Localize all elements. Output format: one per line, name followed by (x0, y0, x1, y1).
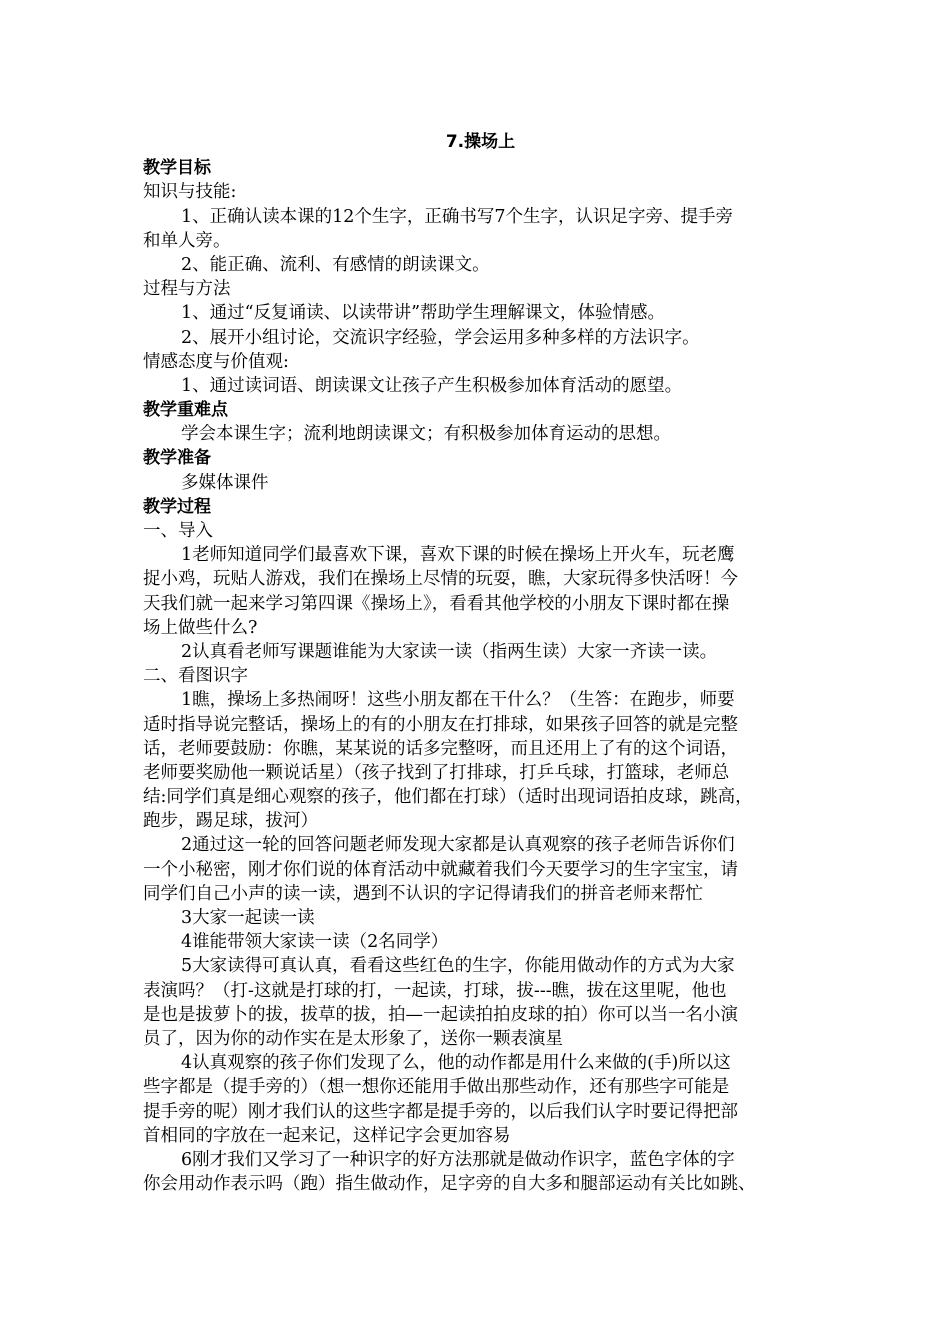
paragraph-line: 提手旁的呢）刚才我们认的这些字都是提手旁的，以后我们认字时要记得把部 (143, 1101, 738, 1122)
paragraph-line: 情感态度与价值观: (143, 351, 289, 372)
paragraph-line-indented: 1、通过读词语、朗读课文让孩子产生积极参加体育活动的愿望。 (181, 375, 683, 396)
paragraph-line: 员了，因为你的动作实在是太形象了，送你一颗表演星 (143, 1028, 563, 1049)
paragraph-line-indented: 多媒体课件 (181, 472, 269, 493)
paragraph-line: 二、看图识字 (143, 666, 248, 687)
paragraph-line-indented: 4谁能带领大家读一读（2名同学） (181, 932, 449, 953)
paragraph-line-indented: 2通过这一轮的回答问题老师发现大家都是认真观察的孩子老师告诉你们 (181, 835, 735, 856)
paragraph-line: 老师要奖励他一颗说话星）（孩子找到了打排球，打乒乓球，打篮球，老师总 (143, 762, 730, 783)
paragraph-line: 场上做些什么? (143, 617, 258, 638)
paragraph-line: 话，老师要鼓励：你瞧，某某说的话多完整呀，而且还用上了有的这个词语， (143, 738, 738, 759)
paragraph-line: 你会用动作表示吗（跑）指生做动作，足字旁的自大多和腿部运动有关比如跳、 (143, 1174, 756, 1195)
document-page (143, 130, 818, 1196)
paragraph-line-indented: 3大家一起读一读 (181, 908, 315, 928)
paragraph-line: 过程与方法 (143, 279, 231, 300)
paragraph-line: 些字都是（提手旁的）（想一想你还能用手做出那些动作，还有那些字可能是 (143, 1077, 730, 1098)
paragraph-line: 表演吗？（打-这就是打球的打，一起读，打球，拔---瞧，拔在这里呢，他也 (143, 980, 727, 1001)
section-heading: 教学重难点 (143, 400, 228, 421)
paragraph-line-indented: 2、能正确、流利、有感情的朗读课文。 (181, 254, 490, 275)
paragraph-line: 天我们就一起来学习第四课《操场上》，看看其他学校的小朋友下课时都在操 (143, 593, 730, 614)
paragraph-line-indented: 学会本课生字；流利地朗读课文；有积极参加体育运动的思想。 (181, 424, 671, 445)
paragraph-line-indented: 6刚才我们又学习了一种识字的好方法那就是做动作识字，蓝色字体的字 (181, 1149, 735, 1170)
paragraph-line: 和单人旁。 (143, 230, 231, 251)
paragraph-line-indented: 2、展开小组讨论，交流识字经验，学会运用多种多样的方法识字。 (181, 327, 700, 348)
paragraph-line: 同学们自己小声的读一读，遇到不认识的字记得请我们的拼音老师来帮忙 (143, 883, 703, 904)
paragraph-line: 结:同学们真是细心观察的孩子，他们都在打球）（适时出现词语拍皮球，跳高， (143, 787, 753, 808)
paragraph-line: 是也是拔萝卜的拔，拔草的拔，拍—一起读拍拍皮球的拍）你可以当一名小演 (143, 1004, 738, 1025)
paragraph-line-indented: 1、通过“反复诵读、以读带讲”帮助学生理解课文，体验情感。 (181, 303, 666, 324)
paragraph-line-indented: 4认真观察的孩子你们发现了么，他的动作都是用什么来做的(手)所以这 (181, 1053, 731, 1074)
section-heading: 教学准备 (143, 448, 211, 469)
paragraph-line: 知识与技能: (143, 182, 237, 203)
paragraph-line: 首相同的字放在一起来记，这样记字会更加容易 (143, 1125, 511, 1146)
paragraph-line: 一、导入 (143, 521, 213, 541)
paragraph-line: 一个小秘密，刚才你们说的体育活动中就藏着我们今天要学习的生字宝宝，请 (143, 859, 738, 880)
paragraph-line: 捉小鸡，玩贴人游戏，我们在操场上尽情的玩耍，瞧，大家玩得多快活呀！今 (143, 569, 738, 590)
document-title: 7.操场上 (445, 132, 516, 152)
paragraph-line-indented: 5大家读得可真认真，看看这些红色的生字，你能用做动作的方式为大家 (181, 956, 735, 977)
paragraph-line-indented: 2认真看老师写课题谁能为大家读一读（指两生读）大家一齐读一读。 (181, 641, 718, 662)
paragraph-line-indented: 1老师知道同学们最喜欢下课，喜欢下课的时候在操场上开火车，玩老鹰 (181, 545, 735, 566)
paragraph-line: 跑步，踢足球，拔河） (143, 811, 318, 832)
document-body (143, 156, 818, 1196)
paragraph-line-indented: 1、正确认读本课的12个生字，正确书写7个生字，认识足字旁、提手旁 (181, 206, 734, 227)
paragraph-line-indented: 1瞧，操场上多热闹呀！这些小朋友都在干什么？（生答：在跑步，师要 (181, 690, 735, 711)
paragraph-line: 适时指导说完整话，操场上的有的小朋友在打排球，如果孩子回答的就是完整 (143, 714, 738, 735)
section-heading: 教学目标 (143, 158, 211, 179)
section-heading: 教学过程 (143, 496, 211, 517)
